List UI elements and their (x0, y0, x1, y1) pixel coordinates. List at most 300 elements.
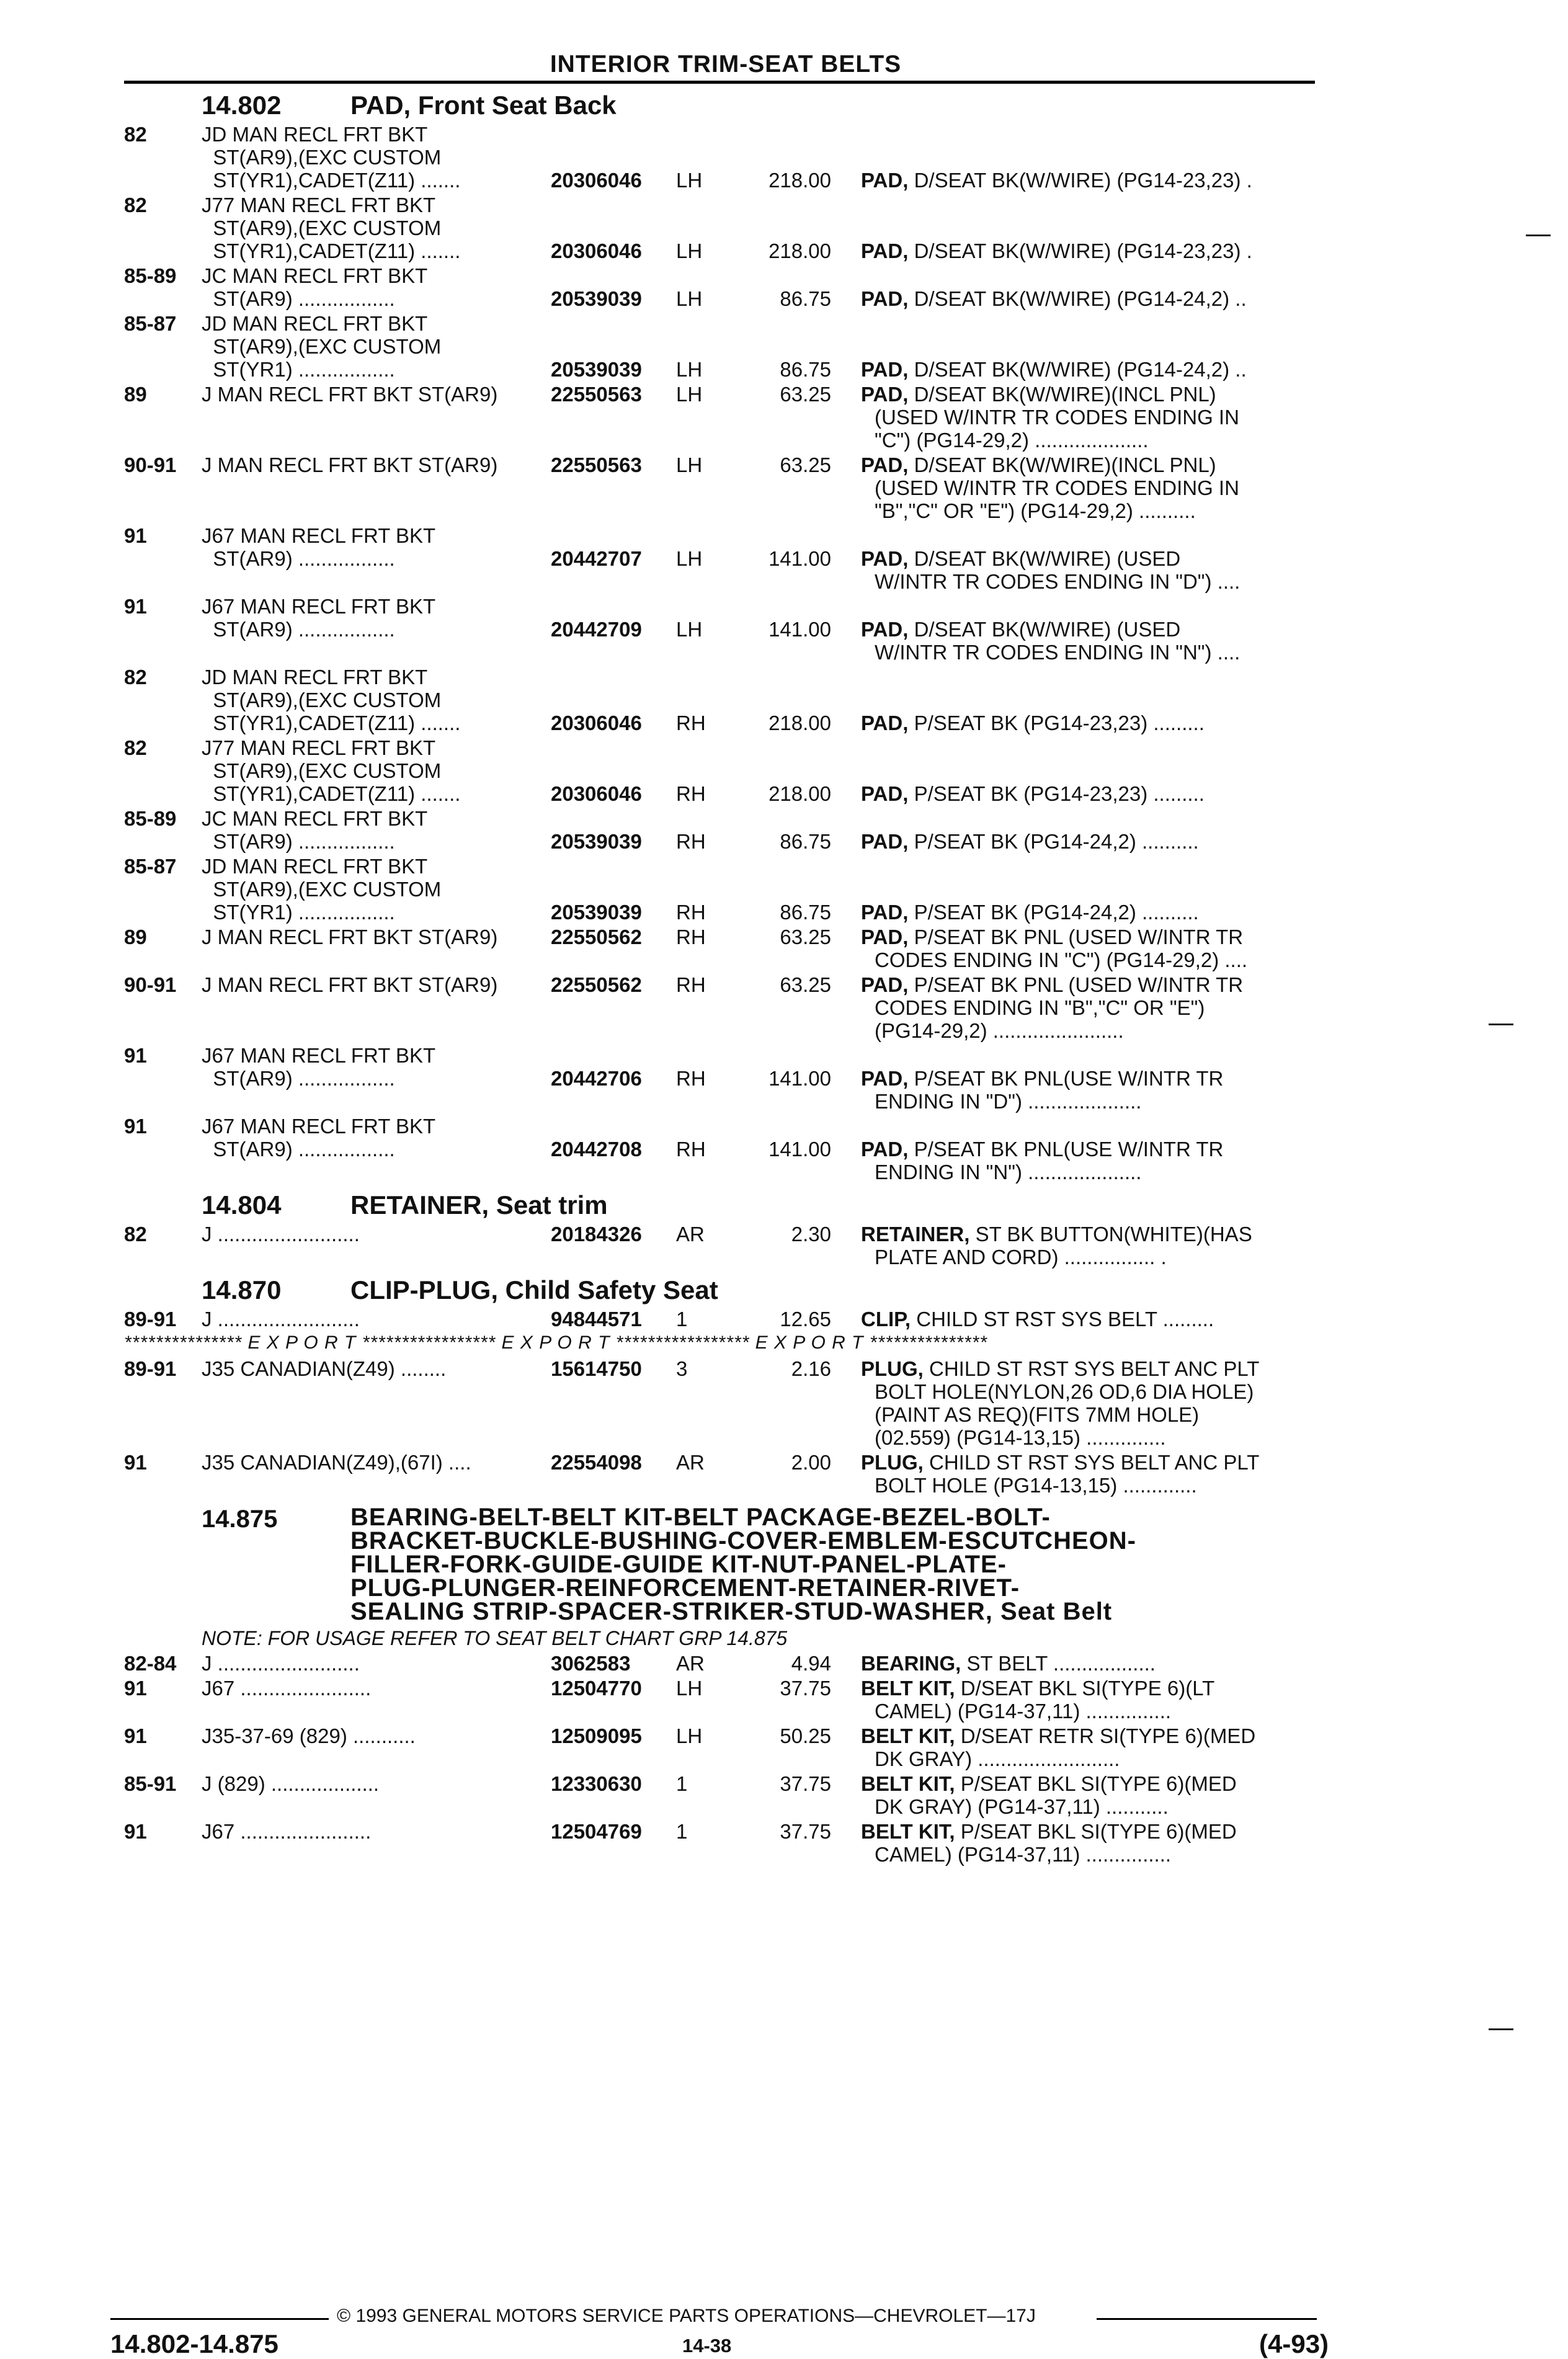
part-description-line (861, 925, 1320, 948)
part-description-text: W/INTR TR CODES ENDING IN "D") .... (875, 570, 1241, 593)
application-description (202, 1677, 549, 1700)
part-type: PAD, (861, 901, 909, 924)
part-description-text: CODES ENDING IN "C") (PG14-29,2) .... (875, 948, 1248, 971)
part-description (861, 1138, 1320, 1184)
description-line: ST(AR9),(EXC CUSTOM (202, 146, 442, 169)
table-row (124, 1357, 1321, 1449)
part-description-line (861, 169, 1320, 192)
model-years: 89 (124, 925, 147, 948)
part-description (861, 1067, 1320, 1113)
part-description-line (861, 570, 1320, 593)
part-description-text: P/SEAT BK PNL(USE W/INTR TR (914, 1138, 1224, 1161)
table-row (124, 666, 1321, 734)
description-line: JC MAN RECL FRT BKT (202, 807, 428, 830)
quantity: AR (676, 1223, 705, 1246)
part-description-line (861, 476, 1320, 499)
quantity: 1 (676, 1308, 688, 1331)
section-name-line: FILLER-FORK-GUIDE-GUIDE KIT-NUT-PANEL-PLATE- (350, 1551, 1007, 1578)
part-number: 20442709 (551, 618, 642, 641)
model-years: 90-91 (124, 973, 177, 996)
part-type: BEARING, (861, 1652, 961, 1675)
application-description (202, 383, 549, 406)
part-description-text: "C") (PG14-29,2) .................... (875, 429, 1149, 452)
part-description-line (861, 1161, 1320, 1184)
part-number: 22550562 (551, 973, 642, 996)
model-years: 89-91 (124, 1308, 177, 1331)
part-type: BELT KIT, (861, 1677, 955, 1700)
part-description (861, 1820, 1320, 1866)
description-line: JD MAN RECL FRT BKT (202, 666, 428, 689)
table-row (124, 595, 1321, 664)
description-line: ST(AR9),(EXC CUSTOM (202, 335, 442, 358)
table-row (124, 123, 1321, 192)
model-years: 82 (124, 194, 147, 216)
part-description-line (861, 383, 1320, 406)
part-description-line (861, 1223, 1320, 1246)
quantity: LH (676, 358, 703, 381)
part-description-line (861, 618, 1320, 641)
model-years: 85-89 (124, 264, 177, 287)
quantity: 1 (676, 1820, 688, 1843)
part-description-line (861, 1795, 1320, 1818)
description-line: ST(YR1) ................. (202, 901, 395, 924)
model-years: 91 (124, 1677, 147, 1700)
application-description (202, 1724, 549, 1747)
model-years: 85-91 (124, 1772, 177, 1795)
description-line: J67 MAN RECL FRT BKT (202, 1044, 436, 1067)
part-description-line (861, 1677, 1320, 1700)
description-line: J67 ....................... (202, 1677, 372, 1700)
table-row (124, 1044, 1321, 1113)
part-description-line (861, 782, 1320, 805)
part-description (861, 618, 1320, 664)
part-description-text: D/SEAT BK(W/WIRE) (USED (914, 618, 1181, 641)
quantity: LH (676, 453, 703, 476)
price: 86.75 (780, 830, 831, 853)
part-description (861, 1357, 1320, 1449)
part-description-line (861, 239, 1320, 262)
description-line: J35 CANADIAN(Z49),(67I) .... (202, 1451, 471, 1474)
description-line: ST(AR9) ................. (202, 830, 395, 853)
part-number: 20539039 (551, 358, 642, 381)
part-description (861, 1308, 1320, 1331)
price: 86.75 (780, 287, 831, 310)
section-name: CLIP-PLUG, Child Safety Seat (350, 1275, 718, 1304)
table-row (124, 1677, 1321, 1723)
part-type: BELT KIT, (861, 1772, 955, 1795)
part-type: PAD, (861, 547, 909, 570)
header-rule (124, 81, 1315, 84)
quantity: LH (676, 239, 703, 262)
model-years: 91 (124, 1820, 147, 1843)
description-line: J ......................... (202, 1223, 360, 1246)
section-number: 14.804 (202, 1190, 282, 1220)
part-description (861, 1724, 1320, 1770)
part-description-text: (PAINT AS REQ)(FITS 7MM HOLE) (875, 1403, 1200, 1426)
application-description (202, 973, 549, 996)
part-description-text: D/SEAT BKL SI(TYPE 6)(LT (960, 1677, 1215, 1700)
description-line: J67 ....................... (202, 1820, 372, 1843)
part-description-line (861, 1403, 1320, 1426)
part-description-line (861, 1357, 1320, 1380)
part-type: PAD, (861, 830, 909, 853)
quantity: AR (676, 1451, 705, 1474)
description-line: ST(YR1),CADET(Z11) ....... (202, 711, 461, 734)
part-type: PAD, (861, 925, 909, 948)
part-type: PAD, (861, 1138, 909, 1161)
model-years: 82 (124, 123, 147, 146)
table-row (124, 807, 1321, 853)
part-type: PAD, (861, 239, 909, 262)
quantity: RH (676, 711, 706, 734)
application-description (202, 1652, 549, 1675)
application-description (202, 1772, 549, 1795)
part-number: 94844571 (551, 1308, 642, 1331)
part-number: 12504770 (551, 1677, 642, 1700)
export-divider: *************** E X P O R T ***************** E X P O R T ***************** E X P O R T *************** (124, 1332, 987, 1353)
section-name-line: PLUG-PLUNGER-REINFORCEMENT-RETAINER-RIVET- (350, 1574, 1020, 1602)
part-type: BELT KIT, (861, 1820, 955, 1843)
footer-copyright: © 1993 GENERAL MOTORS SERVICE PARTS OPERATIONS—CHEVROLET—17J (337, 2306, 1036, 2326)
part-description (861, 287, 1320, 310)
description-line: ST(AR9),(EXC CUSTOM (202, 759, 442, 782)
model-years: 82 (124, 1223, 147, 1246)
description-line: JD MAN RECL FRT BKT (202, 123, 428, 146)
part-description-text: DK GRAY) (PG14-37,11) ........... (875, 1795, 1169, 1818)
description-line: ST(AR9) ................. (202, 287, 395, 310)
part-description (861, 239, 1320, 262)
description-line: ST(AR9) ................. (202, 1067, 395, 1090)
part-number: 22550563 (551, 453, 642, 476)
part-number: 20306046 (551, 239, 642, 262)
part-description-text: CAMEL) (PG14-37,11) ............... (875, 1700, 1172, 1723)
part-description (861, 358, 1320, 381)
part-description-text: D/SEAT BK(W/WIRE)(INCL PNL) (914, 453, 1216, 476)
part-type: PAD, (861, 782, 909, 805)
application-description (202, 1820, 549, 1843)
part-description-line (861, 1019, 1320, 1042)
part-description-text: (02.559) (PG14-13,15) .............. (875, 1426, 1166, 1449)
price: 86.75 (780, 358, 831, 381)
part-number: 22550562 (551, 925, 642, 948)
part-description-text: D/SEAT BK(W/WIRE)(INCL PNL) (914, 383, 1216, 406)
part-description (861, 547, 1320, 593)
model-years: 85-89 (124, 807, 177, 830)
part-description (861, 925, 1320, 971)
application-description (202, 855, 549, 924)
description-line: ST(AR9) ................. (202, 547, 395, 570)
section-name: RETAINER, Seat trim (350, 1190, 608, 1220)
price: 37.75 (780, 1677, 831, 1700)
section-heading (124, 1185, 1321, 1223)
part-type: PAD, (861, 1067, 909, 1090)
part-number: 22554098 (551, 1451, 642, 1474)
quantity: RH (676, 973, 706, 996)
part-type: PAD, (861, 711, 909, 734)
part-description-text: PLATE AND CORD) ................ . (875, 1246, 1167, 1269)
part-description-line (861, 901, 1320, 924)
part-description-line (861, 1308, 1320, 1331)
footer-page-number: 14-38 (682, 2335, 732, 2357)
quantity: 3 (676, 1357, 688, 1380)
section-name: PAD, Front Seat Back (350, 91, 617, 120)
table-row (124, 1223, 1321, 1269)
part-description-text: DK GRAY) ......................... (875, 1747, 1120, 1770)
quantity: AR (676, 1652, 705, 1675)
quantity: LH (676, 618, 703, 641)
parts-list (124, 86, 1321, 1868)
part-description-line (861, 499, 1320, 522)
quantity: LH (676, 1724, 703, 1747)
part-number: 20539039 (551, 901, 642, 924)
part-type: PAD, (861, 973, 909, 996)
section-number: 14.870 (202, 1275, 282, 1304)
application-description (202, 264, 549, 310)
description-line: J (829) ................... (202, 1772, 380, 1795)
usage-note: NOTE: FOR USAGE REFER TO SEAT BELT CHART GRP 14.875 (202, 1627, 788, 1649)
price: 63.25 (780, 383, 831, 406)
part-description-line (861, 547, 1320, 570)
part-description-text: "B","C" OR "E") (PG14-29,2) .......... (875, 499, 1196, 522)
part-number: 3062583 (551, 1652, 631, 1675)
part-type: PAD, (861, 618, 909, 641)
part-description-line (861, 1747, 1320, 1770)
description-line: ST(AR9) ................. (202, 618, 395, 641)
footer-range: 14.802-14.875 (110, 2329, 278, 2358)
application-description (202, 312, 549, 381)
description-line: ST(AR9),(EXC CUSTOM (202, 878, 442, 901)
part-description-line (861, 996, 1320, 1019)
part-description-text: D/SEAT RETR SI(TYPE 6)(MED (960, 1724, 1256, 1747)
part-description-text: D/SEAT BK(W/WIRE) (USED (914, 547, 1181, 570)
table-row (124, 524, 1321, 593)
table-row (124, 925, 1321, 971)
part-description-line (861, 406, 1320, 429)
table-row (124, 312, 1321, 381)
part-type: RETAINER, (861, 1223, 970, 1246)
part-description-text: BOLT HOLE (PG14-13,15) ............. (875, 1474, 1197, 1497)
part-number: 12504769 (551, 1820, 642, 1843)
part-description-line (861, 453, 1320, 476)
part-description-line (861, 973, 1320, 996)
part-description-text: D/SEAT BK(W/WIRE) (PG14-23,23) . (914, 169, 1252, 192)
section-number: 14.802 (202, 91, 282, 120)
application-description (202, 194, 549, 262)
price: 4.94 (791, 1652, 831, 1675)
application-description (202, 1044, 549, 1090)
part-description-text: (PG14-29,2) ....................... (875, 1019, 1124, 1042)
price: 37.75 (780, 1820, 831, 1843)
price: 86.75 (780, 901, 831, 924)
part-description-text: P/SEAT BK (PG14-24,2) .......... (914, 830, 1199, 853)
table-row (124, 1820, 1321, 1866)
part-description-text: P/SEAT BKL SI(TYPE 6)(MED (960, 1772, 1237, 1795)
part-type: BELT KIT, (861, 1724, 955, 1747)
part-description-text: P/SEAT BK (PG14-23,23) ......... (914, 711, 1205, 734)
margin-mark (1489, 2028, 1513, 2030)
model-years: 91 (124, 595, 147, 618)
section-heading (124, 86, 1321, 123)
price: 50.25 (780, 1724, 831, 1747)
description-line: ST(YR1),CADET(Z11) ....... (202, 782, 461, 805)
application-description (202, 666, 549, 734)
description-line: J MAN RECL FRT BKT ST(AR9) (202, 925, 498, 948)
part-type: PAD, (861, 287, 909, 310)
model-years: 91 (124, 1724, 147, 1747)
part-description-line (861, 1426, 1320, 1449)
part-description-line (861, 1090, 1320, 1113)
part-description (861, 1451, 1320, 1497)
description-line: ST(YR1),CADET(Z11) ....... (202, 169, 461, 192)
footer-date: (4-93) (1259, 2329, 1329, 2358)
section-number: 14.875 (202, 1505, 278, 1533)
model-years: 91 (124, 524, 147, 547)
description-line: ST(AR9),(EXC CUSTOM (202, 689, 442, 711)
part-description-line (861, 1246, 1320, 1269)
part-description-text: W/INTR TR CODES ENDING IN "N") .... (875, 641, 1241, 664)
part-description-line (861, 641, 1320, 664)
description-line: J ......................... (202, 1652, 360, 1675)
part-number: 20539039 (551, 287, 642, 310)
part-description-line (861, 358, 1320, 381)
part-description-line (861, 1772, 1320, 1795)
model-years: 90-91 (124, 453, 177, 476)
application-description (202, 1451, 549, 1474)
page-title: INTERIOR TRIM-SEAT BELTS (550, 51, 902, 78)
description-line: J67 MAN RECL FRT BKT (202, 1115, 436, 1138)
part-description-line (861, 830, 1320, 853)
part-type: PLUG, (861, 1357, 924, 1380)
part-description-line (861, 1724, 1320, 1747)
part-number: 12330630 (551, 1772, 642, 1795)
part-description-line (861, 429, 1320, 452)
table-row (124, 1652, 1321, 1675)
part-type: PLUG, (861, 1451, 924, 1474)
description-line: J ......................... (202, 1308, 360, 1331)
quantity: LH (676, 287, 703, 310)
table-row (124, 264, 1321, 310)
model-years: 85-87 (124, 855, 177, 878)
description-line: J67 MAN RECL FRT BKT (202, 524, 436, 547)
part-description-text: P/SEAT BKL SI(TYPE 6)(MED (960, 1820, 1237, 1843)
part-description (861, 1677, 1320, 1723)
part-description-line (861, 1700, 1320, 1723)
section-name-line: SEALING STRIP-SPACER-STRIKER-STUD-WASHER, Seat Belt (350, 1598, 1113, 1625)
part-description-text: P/SEAT BK PNL (USED W/INTR TR (914, 925, 1244, 948)
part-description-text: CHILD ST RST SYS BELT ANC PLT (929, 1451, 1260, 1474)
part-number: 22550563 (551, 383, 642, 406)
model-years: 85-87 (124, 312, 177, 335)
part-description (861, 1652, 1320, 1675)
margin-mark (1526, 234, 1551, 236)
price: 218.00 (768, 782, 831, 805)
quantity: RH (676, 925, 706, 948)
description-line: J MAN RECL FRT BKT ST(AR9) (202, 973, 498, 996)
model-years: 91 (124, 1451, 147, 1474)
quantity: LH (676, 169, 703, 192)
description-line: J67 MAN RECL FRT BKT (202, 595, 436, 618)
footer-rule-left (110, 2318, 329, 2320)
part-description-text: P/SEAT BK PNL (USED W/INTR TR (914, 973, 1244, 996)
description-line: J35-37-69 (829) ........... (202, 1724, 416, 1747)
description-line: JD MAN RECL FRT BKT (202, 312, 428, 335)
table-row (124, 1724, 1321, 1770)
quantity: LH (676, 383, 703, 406)
quantity: RH (676, 901, 706, 924)
section-name-line: BRACKET-BUCKLE-BUSHING-COVER-EMBLEM-ESCUTCHEON- (350, 1527, 1136, 1554)
margin-mark (1489, 1023, 1513, 1025)
part-description (861, 453, 1320, 522)
description-line: J77 MAN RECL FRT BKT (202, 194, 436, 216)
part-number: 20306046 (551, 169, 642, 192)
description-line: J MAN RECL FRT BKT ST(AR9) (202, 383, 498, 406)
table-row (124, 453, 1321, 522)
price: 2.16 (791, 1357, 831, 1380)
price: 218.00 (768, 711, 831, 734)
part-number: 12509095 (551, 1724, 642, 1747)
table-row (124, 855, 1321, 924)
part-description (861, 782, 1320, 805)
part-number: 20184326 (551, 1223, 642, 1246)
part-number: 15614750 (551, 1357, 642, 1380)
model-years: 91 (124, 1115, 147, 1138)
part-type: PAD, (861, 453, 909, 476)
part-number: 20306046 (551, 782, 642, 805)
section-name-line: BEARING-BELT-BELT KIT-BELT PACKAGE-BEZEL-BOLT- (350, 1504, 1051, 1531)
part-description-text: BOLT HOLE(NYLON,26 OD,6 DIA HOLE) (875, 1380, 1254, 1403)
part-description-line (861, 1451, 1320, 1474)
part-description-text: CHILD ST RST SYS BELT ANC PLT (929, 1357, 1260, 1380)
description-line: JD MAN RECL FRT BKT (202, 855, 428, 878)
model-years: 89-91 (124, 1357, 177, 1380)
table-row (124, 1451, 1321, 1497)
price: 141.00 (768, 1067, 831, 1090)
model-years: 82 (124, 666, 147, 689)
part-type: PAD, (861, 358, 909, 381)
part-number: 20442706 (551, 1067, 642, 1090)
part-description-line (861, 948, 1320, 971)
price: 37.75 (780, 1772, 831, 1795)
description-line: ST(AR9),(EXC CUSTOM (202, 216, 442, 239)
application-description (202, 736, 549, 805)
model-years: 82-84 (124, 1652, 177, 1675)
application-description (202, 1223, 549, 1246)
part-description-text: (USED W/INTR TR CODES ENDING IN (875, 406, 1239, 429)
part-description (861, 1772, 1320, 1818)
table-row (124, 1772, 1321, 1818)
part-description-text: D/SEAT BK(W/WIRE) (PG14-23,23) . (914, 239, 1252, 262)
part-description-text: (USED W/INTR TR CODES ENDING IN (875, 476, 1239, 499)
part-description (861, 711, 1320, 734)
part-description-text: CAMEL) (PG14-37,11) ............... (875, 1843, 1172, 1866)
part-description (861, 901, 1320, 924)
part-number: 20442707 (551, 547, 642, 570)
section-heading (124, 1270, 1321, 1308)
application-description (202, 524, 549, 570)
table-row (124, 1308, 1321, 1331)
application-description (202, 1357, 549, 1380)
model-years: 91 (124, 1044, 147, 1067)
application-description (202, 123, 549, 192)
part-description-text: CODES ENDING IN "B","C" OR "E") (875, 996, 1205, 1019)
part-description-text: D/SEAT BK(W/WIRE) (PG14-24,2) .. (914, 358, 1247, 381)
application-description (202, 925, 549, 948)
part-description-line (861, 1843, 1320, 1866)
price: 141.00 (768, 547, 831, 570)
quantity: RH (676, 830, 706, 853)
description-line: ST(YR1) ................. (202, 358, 395, 381)
application-description (202, 807, 549, 853)
